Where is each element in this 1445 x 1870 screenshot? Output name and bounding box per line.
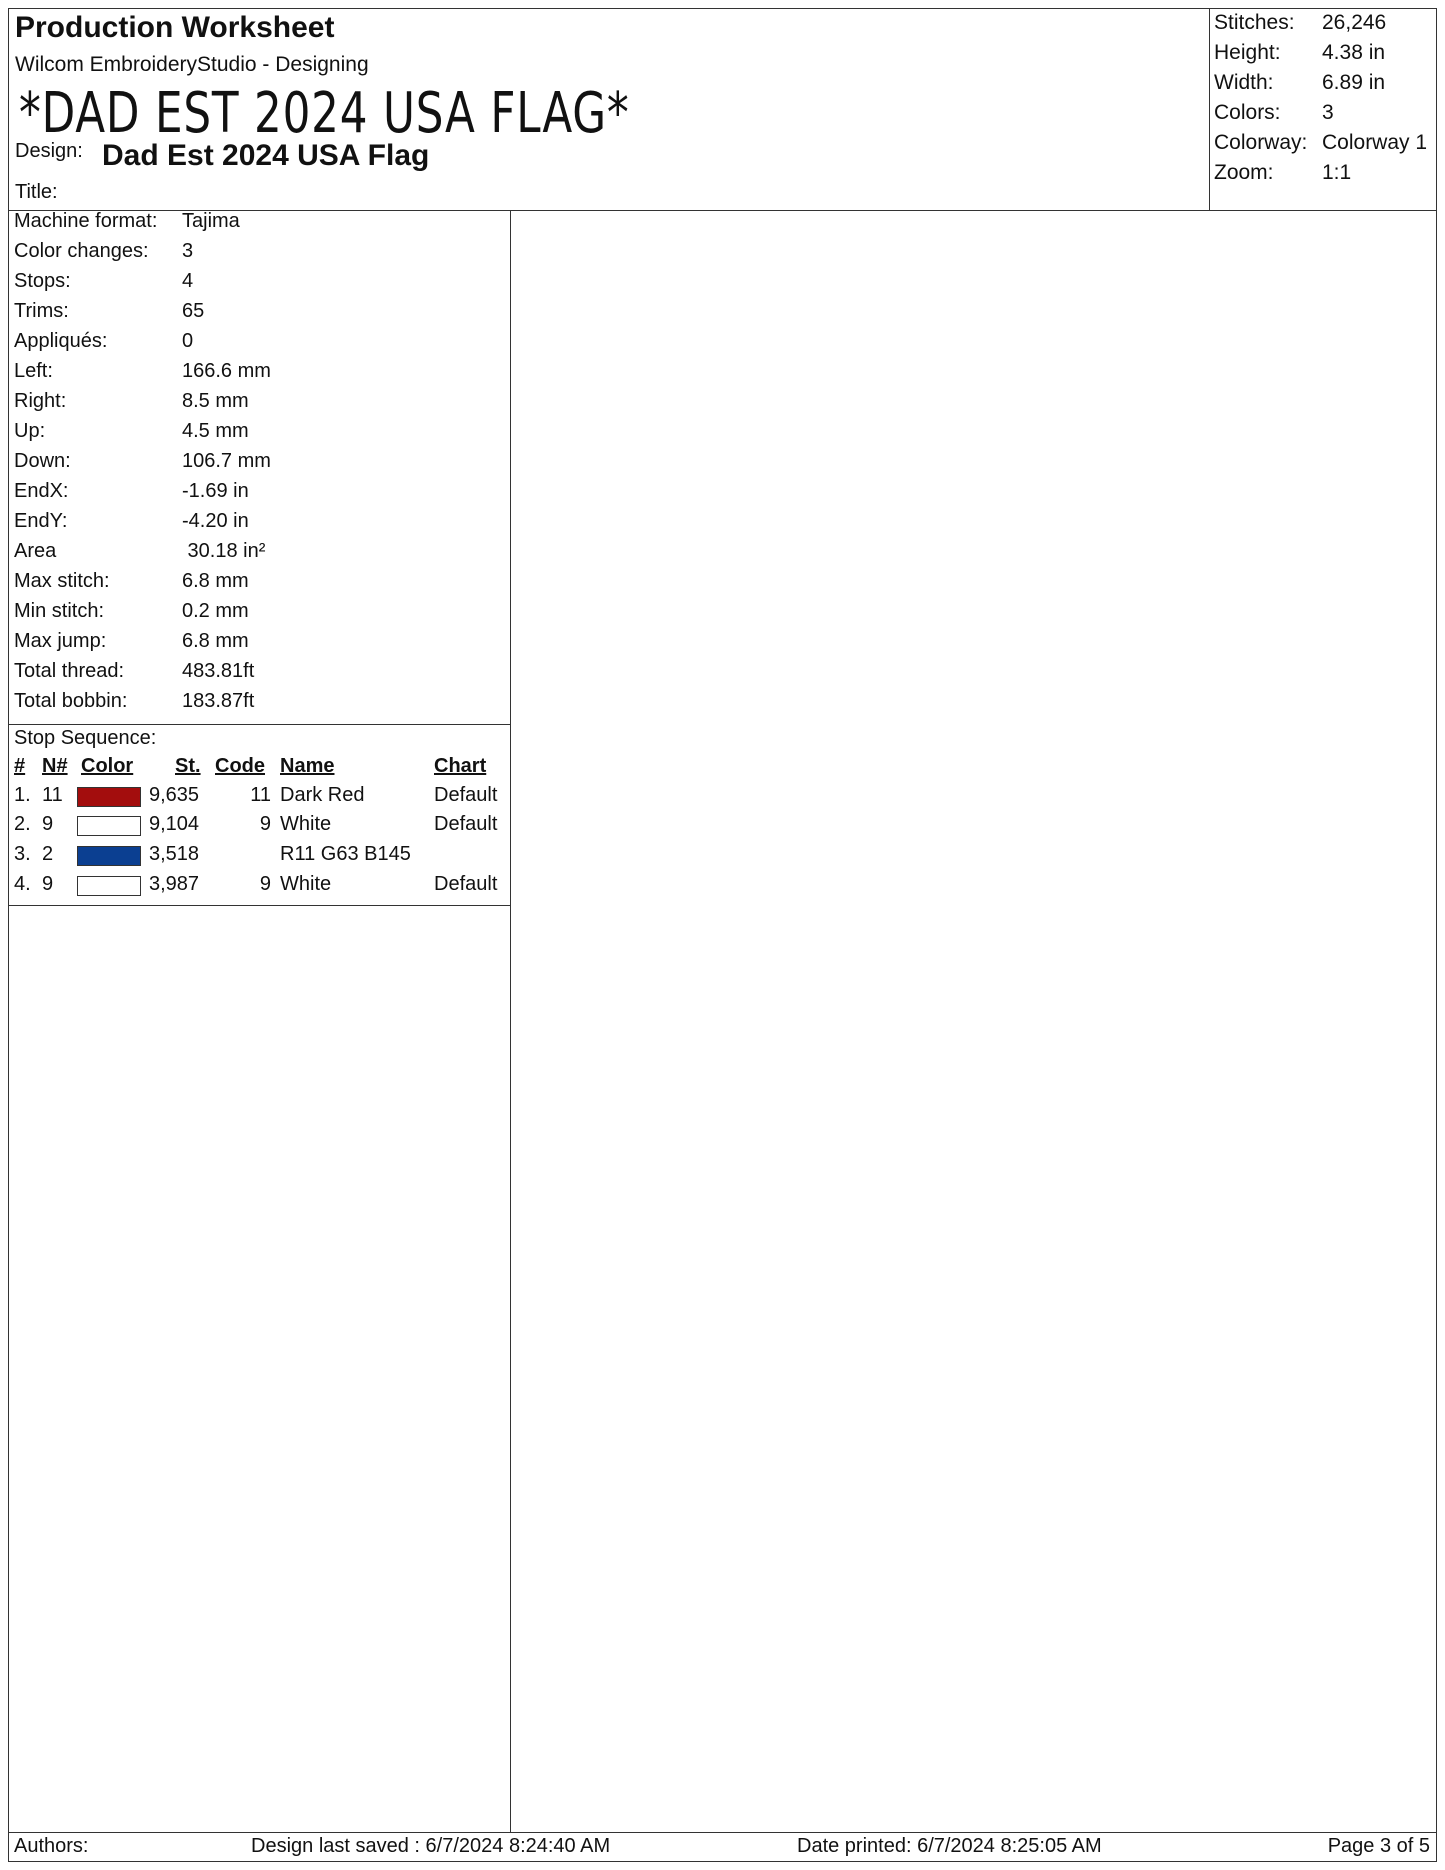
row-num: 3.: [14, 843, 31, 865]
title-label: Title:: [15, 181, 58, 203]
info-row: [9, 600, 509, 630]
worksheet-title: Production Worksheet: [15, 11, 335, 44]
info-row: [9, 300, 509, 330]
stat-colorway: [1210, 131, 1437, 161]
stop-sequence-divider: [9, 905, 510, 906]
footer-date-printed: Date printed: 6/7/2024 8:25:05 AM: [797, 1835, 1102, 1857]
footer-page-number: Page 3 of 5: [1327, 1835, 1430, 1857]
footer-authors: Authors:: [14, 1835, 89, 1857]
col-header-needle: N#: [42, 755, 68, 777]
info-label: Down:: [14, 450, 71, 472]
info-label: Left:: [14, 360, 53, 382]
design-label: Design:: [15, 140, 83, 162]
stat-zoom: [1210, 161, 1437, 191]
row-needle: 9: [42, 873, 54, 895]
row-stitches: 9,104: [149, 813, 200, 835]
row-needle: 2: [42, 843, 54, 865]
design-stats-panel: [1209, 9, 1436, 210]
info-row: [9, 360, 509, 390]
info-label: EndX:: [14, 480, 69, 502]
info-value: 483.81ft: [182, 660, 255, 682]
stat-stitches: [1210, 11, 1437, 41]
info-value: 0.2 mm: [182, 600, 249, 622]
info-label: Appliqués:: [14, 330, 108, 352]
col-header-stitches: St.: [175, 755, 201, 777]
stop-sequence-row: [9, 784, 509, 814]
stat-width: [1210, 71, 1437, 101]
info-value: -1.69 in: [182, 480, 249, 502]
info-row: [9, 420, 509, 450]
info-row: [9, 570, 509, 600]
stat-label: Zoom:: [1214, 161, 1274, 184]
info-label: EndY:: [14, 510, 68, 532]
row-name: R11 G63 B145: [280, 843, 411, 865]
row-num: 4.: [14, 873, 31, 895]
stat-value: 1:1: [1322, 161, 1352, 184]
info-label: Total bobbin:: [14, 690, 128, 712]
row-stitches: 3,518: [149, 843, 200, 865]
stat-value: 3: [1322, 101, 1334, 124]
info-label: Max jump:: [14, 630, 107, 652]
info-label: Max stitch:: [14, 570, 110, 592]
info-label: Stops:: [14, 270, 71, 292]
stat-label: Colors:: [1214, 101, 1281, 124]
row-chart: Default: [434, 813, 498, 835]
info-row: [9, 480, 509, 510]
stat-value: 26,246: [1322, 11, 1387, 34]
stat-value: Colorway 1: [1322, 131, 1428, 154]
col-header-code: Code: [215, 755, 265, 777]
stat-value: 4.38 in: [1322, 41, 1386, 64]
info-row: [9, 510, 509, 540]
stat-label: Colorway:: [1214, 131, 1308, 154]
info-row: [9, 330, 509, 360]
info-value: 30.18 in²: [182, 540, 266, 562]
row-chart: Default: [434, 873, 498, 895]
info-row: [9, 690, 509, 720]
row-code: 9: [259, 813, 271, 835]
info-row: [9, 390, 509, 420]
info-label: Total thread:: [14, 660, 125, 682]
info-row: [9, 270, 509, 300]
info-label: Trims:: [14, 300, 69, 322]
production-worksheet: [8, 8, 1437, 1862]
row-code: 11: [250, 784, 271, 806]
footer-last-saved: Design last saved : 6/7/2024 8:24:40 AM: [251, 1835, 611, 1857]
info-value: 3: [182, 240, 194, 262]
stop-sequence-row: [9, 873, 509, 903]
info-row: [9, 540, 509, 570]
row-name: Dark Red: [280, 784, 365, 806]
worksheet-header: [9, 9, 1209, 210]
info-value: 4: [182, 270, 194, 292]
info-label: Machine format:: [14, 210, 158, 232]
row-needle: 11: [42, 784, 63, 806]
row-chart: Default: [434, 784, 498, 806]
info-value: 65: [182, 300, 205, 322]
info-value: 6.8 mm: [182, 630, 249, 652]
info-row: [9, 660, 509, 690]
info-value: 106.7 mm: [182, 450, 271, 472]
info-label: Color changes:: [14, 240, 149, 262]
color-swatch: [77, 876, 141, 896]
design-name: Dad Est 2024 USA Flag: [102, 139, 430, 172]
stop-sequence-label: Stop Sequence:: [14, 727, 157, 749]
stat-colors: [1210, 101, 1437, 131]
stat-label: Stitches:: [1214, 11, 1295, 34]
row-code: 9: [259, 873, 271, 895]
info-value: 6.8 mm: [182, 570, 249, 592]
info-value: 166.6 mm: [182, 360, 271, 382]
row-stitches: 9,635: [149, 784, 200, 806]
stop-sequence-row: [9, 843, 509, 873]
color-swatch: [77, 816, 141, 836]
info-value: 0: [182, 330, 194, 352]
worksheet-footer: [9, 1832, 1436, 1862]
color-swatch: [77, 787, 141, 807]
info-value: -4.20 in: [182, 510, 249, 532]
row-needle: 9: [42, 813, 54, 835]
row-name: White: [280, 813, 332, 835]
stat-value: 6.89 in: [1322, 71, 1386, 94]
stat-label: Width:: [1214, 71, 1274, 94]
col-header-num: #: [14, 755, 26, 777]
info-row: [9, 450, 509, 480]
software-name: Wilcom EmbroideryStudio - Designing: [15, 53, 369, 76]
info-value: Tajima: [182, 210, 240, 232]
stop-sequence-row: [9, 813, 509, 843]
info-divider: [9, 724, 510, 725]
row-num: 2.: [14, 813, 31, 835]
info-label: Area: [14, 540, 57, 562]
info-value: 183.87ft: [182, 690, 255, 712]
column-divider: [510, 210, 511, 1832]
info-value: 4.5 mm: [182, 420, 249, 442]
info-label: Up:: [14, 420, 46, 442]
info-value: 8.5 mm: [182, 390, 249, 412]
stat-height: [1210, 41, 1437, 71]
info-label: Right:: [14, 390, 67, 412]
info-row: [9, 630, 509, 660]
design-name-large: *DAD EST 2024 USA FLAG*: [19, 81, 630, 146]
info-row: [9, 240, 509, 270]
info-row: [9, 210, 509, 240]
stat-label: Height:: [1214, 41, 1281, 64]
col-header-chart: Chart: [434, 755, 487, 777]
row-name: White: [280, 873, 332, 895]
col-header-color: Color: [81, 755, 134, 777]
color-swatch: [77, 846, 141, 866]
info-label: Min stitch:: [14, 600, 105, 622]
row-stitches: 3,987: [149, 873, 200, 895]
col-header-name: Name: [280, 755, 335, 777]
row-num: 1.: [14, 784, 31, 806]
